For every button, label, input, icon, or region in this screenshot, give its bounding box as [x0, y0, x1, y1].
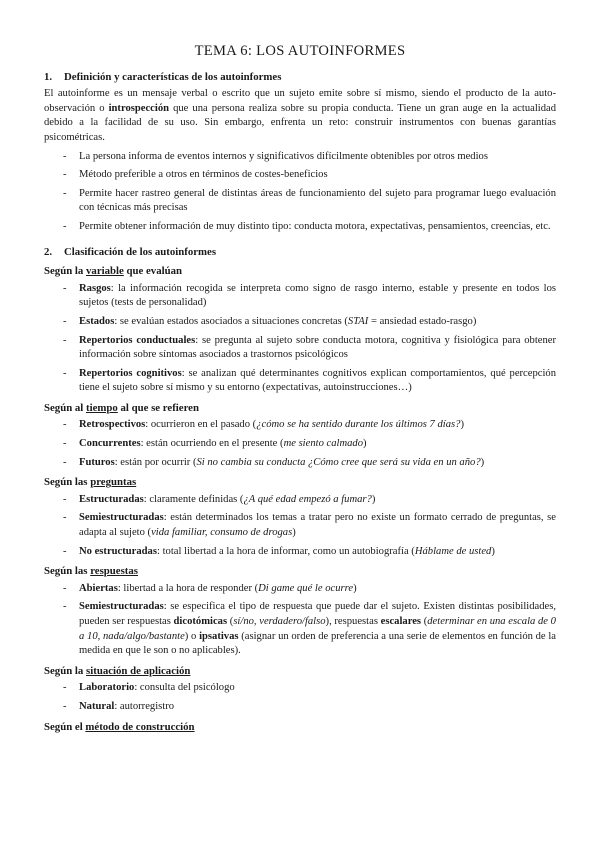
list-item: - Natural: autorregistro — [44, 700, 556, 715]
list-item: - Repertorios conductuales: se pregunta al sujeto sobre conducta motora, cognitiva y fisiológica para obtener información sobre síntomas asociados a trastornos psicológicos — [44, 334, 556, 363]
list-item: - Repertorios cognitivos: se analizan qué determinantes cognitivos explican comportamientos, qué percepción tiene el sujeto sobre sí mismo y su entorno (expectativas, autoinstrucciones…) — [44, 367, 556, 396]
subsection-heading-respuestas: Según las respuestas — [44, 565, 138, 578]
subsection-heading-situacion: Según la situación de aplicación — [44, 664, 191, 677]
section-definicion — [44, 70, 556, 235]
list-item: - Estructuradas: claramente definidas (¿A qué edad empezó a fumar?) — [44, 493, 556, 508]
characteristics-list — [44, 150, 556, 235]
list-item: - Retrospectivos: ocurrieron en el pasado (¿cómo se ha sentido durante los últimos 7 días?) — [44, 418, 556, 433]
situacion-list — [44, 681, 556, 714]
respuestas-list — [44, 582, 556, 659]
subsection-heading-preguntas: Según las preguntas — [44, 476, 137, 489]
section-heading: 1. Definición y características de los autoinformes — [44, 70, 282, 83]
list-item: - Permite hacer rastreo general de distintas áreas de funcionamiento del sujeto para programar luego evaluación con técnicas más precisas — [44, 187, 556, 216]
preguntas-list — [44, 493, 556, 559]
list-item: - No estructuradas: total libertad a la hora de informar, como un autobiografía (Háblame de usted) — [44, 545, 556, 560]
list-item: - Rasgos: la información recogida se interpreta como signo de rasgo interno, estable y presente en todos los sujetos (tests de personalidad) — [44, 282, 556, 311]
list-item: - Abiertas: libertad a la hora de responder (Di game qué le ocurre) — [44, 582, 556, 597]
document-title: TEMA 6: LOS AUTOINFORMES — [194, 43, 406, 59]
subsection-heading-variable: Según la variable que evalúan — [44, 265, 183, 278]
subsection-heading-metodo: Según el método de construcción — [44, 720, 195, 733]
list-item: - Estados: se evalúan estados asociados a situaciones concretas (STAI = ansiedad estado-rasgo) — [44, 315, 556, 330]
list-item: - Semiestructuradas: están determinados los temas a tratar pero no existe un formato cerrado de preguntas, se adapta al sujeto (vida familiar, consumo de drogas) — [44, 511, 556, 540]
list-item: - Futuros: están por ocurrir (Si no cambia su conducta ¿Cómo cree que será su vida en un año?) — [44, 456, 556, 471]
intro-paragraph: El autoinforme es un mensaje verbal o escrito que un sujeto emite sobre sí mismo, siendo el producto de la auto-observación o introspección que una persona realiza sobre su propia conducta. Tiene un gran auge en la actualidad debido a la facilidad de su uso. Sin embargo, enfrenta un reto: construir instrumentos con buenas garantías psicométricas. — [44, 88, 556, 143]
tiempo-list — [44, 418, 556, 470]
subsection-heading-tiempo: Según al tiempo al que se refieren — [44, 401, 199, 414]
section-clasificacion — [44, 245, 556, 735]
list-item: - Laboratorio: consulta del psicólogo — [44, 681, 556, 696]
list-item: - Concurrentes: están ocurriendo en el presente (me siento calmado) — [44, 437, 556, 452]
section-heading: 2. Clasificación de los autoinformes — [44, 245, 217, 258]
list-item: - Método preferible a otros en términos de costes-beneficios — [44, 168, 556, 183]
list-item: - Permite obtener información de muy distinto tipo: conducta motora, expectativas, pensamientos, creencias, etc. — [44, 220, 556, 235]
variable-list — [44, 282, 556, 396]
list-item: - La persona informa de eventos internos y significativos difícilmente obtenibles por otros medios — [44, 150, 556, 165]
list-item: - Semiestructuradas: se especifica el tipo de respuesta que puede dar el sujeto. Existen distintas posibilidades, pueden ser respuestas dicotómicas (sí/no, verdadero/falso), respuestas escalares (determinar en una escala de 0 a 10, nada/algo/bastante) o ipsativas (asignar un orden de preferencia a una serie de elementos en función de la medida en que le son o no aplicables). — [44, 600, 556, 658]
